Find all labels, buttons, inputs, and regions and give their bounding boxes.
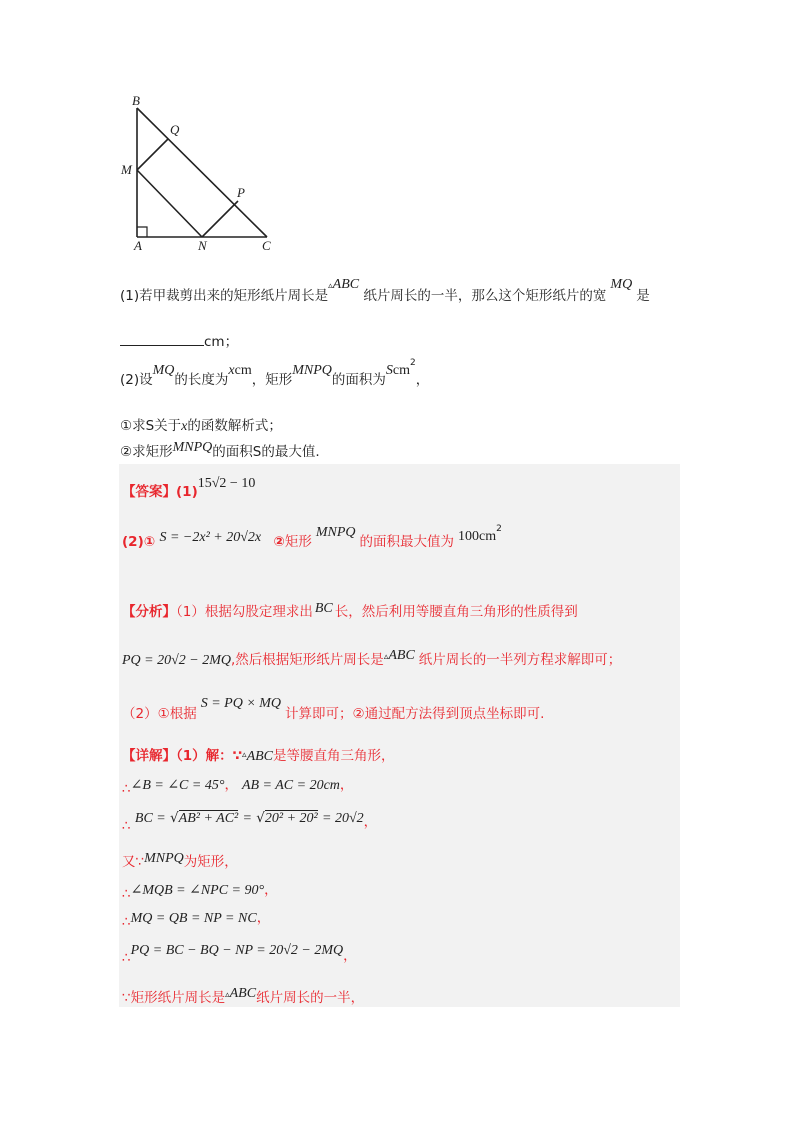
detail-line-2 [122,773,354,797]
detail-l8-tri: ABC [229,986,257,1001]
q2-S: S [385,363,393,378]
detail-l2-formula2: AB = AC = 20cm [241,778,340,793]
label-P: P [237,185,245,200]
sub1-a: ①求S关于 [120,418,182,434]
detail-l4-b: 为矩形， [183,854,238,870]
q2-cm2: cm [392,363,411,378]
analysis-line-1 [122,600,578,621]
analysis-line1-b: 长，然后利用等腰直角三角形的性质得到 [334,604,578,620]
sub2-b: 的面积S的最大值. [212,444,320,460]
detail-l2-formula: ∠B = ∠C = 45° [130,778,225,793]
q1-prefix: (1)若甲裁剪出来的矩形纸片周长是 [120,288,329,304]
q2-rect: MNPQ [292,363,332,378]
answer-1-value: 15√2 − 10 [197,476,256,491]
sub-question-1 [120,414,282,435]
detail-tag: 【详解】（1）解：∵ [122,748,243,764]
q1-suffix: 是 [636,288,650,304]
q1-var: MQ [610,277,633,292]
answer-2-formula: S = −2x² + 20√2x [159,530,262,545]
q2-end: ， [415,372,430,388]
detail-l3-eq: = [242,811,252,826]
detail-l5-a: ∴ [122,886,131,902]
q2-prefix: (2)设 [120,372,153,388]
analysis-tag: 【分析】 [122,604,176,620]
triangle-diagram [110,90,290,260]
analysis-line-3 [122,696,545,723]
sub2-rect: MNPQ [172,440,213,455]
analysis-line3-a: （2）①根据 [122,706,197,722]
detail-l1-b: 是等腰直角三角形， [273,748,395,764]
detail-l7-formula: PQ = BC − BQ − NP = 20√2 − 2MQ [130,943,344,958]
question-2 [120,357,430,389]
detail-line-7 [122,938,357,966]
q2-x: x [228,363,235,378]
analysis-line3-b: 计算即可；②通过配方法得到顶点坐标即可. [285,706,545,722]
detail-l6-end: ， [256,910,271,926]
detail-l5-end: ， [264,882,278,898]
q2-mid3: 的面积为 [331,372,386,388]
detail-l4-a: 又∵ [122,854,145,870]
label-N: N [198,238,207,253]
q1-unit: cm； [204,334,239,350]
answer-blank [120,333,204,346]
detail-line-6 [122,906,271,930]
detail-l7-a: ∴ [122,950,131,966]
answer-line-1 [122,476,256,501]
q1-mid: 纸片周长的一半，那么这个矩形纸片的宽 [363,288,607,304]
detail-l3-radicand1: AB² + AC² [178,811,239,826]
q2-cm: cm [234,363,252,378]
answer-2-sup: 2 [496,523,502,534]
analysis-line1-a: （1）根据勾股定理求出 [176,604,313,620]
analysis-line-2: PQ = 20√2 − 2MQ,然后根据矩形纸片周长是▵ABC 纸片周长的一半列方程求解即可； [122,648,622,668]
detail-line-3: ∴ BC = √AB² + AC² = √20² + 20² = 20√2， [122,810,378,834]
analysis-line2-b: 纸片周长的一半列方程求解即可； [418,652,622,668]
analysis-bc: BC [314,601,333,616]
q2-mid1: 的长度为 [174,372,229,388]
detail-l6-formula: MQ = QB = NP = NC [130,911,257,926]
sub1-b: 的函数解析式； [187,418,282,434]
label-B: B [132,93,140,108]
detail-line-4 [122,850,238,871]
analysis-tri: ABC [388,648,415,663]
label-C: C [262,238,271,253]
detail-l6-a: ∴ [122,914,131,930]
analysis-formula-pq: PQ = 20√2 − 2MQ [122,653,232,668]
answer-2-circ: ② [273,534,285,550]
q1-triangle: ABC [332,277,360,292]
sub2-a: ②求矩形 [120,444,173,460]
sub-question-2 [120,440,320,461]
detail-l2-end: ， [339,777,354,793]
label-Q: Q [170,122,180,137]
detail-line-8: ∵矩形纸片周长是▵ABC纸片周长的一半， [122,986,365,1006]
detail-tri: ABC [246,749,274,764]
q2-mid2: ，矩形 [251,372,293,388]
answer-2-tag: (2)① [122,534,156,550]
detail-line-1: 【详解】（1）解：∵▵ABC是等腰直角三角形， [122,748,395,764]
answer-tag: 【答案】(1) [122,484,198,500]
label-A: A [134,238,142,253]
question-1-blank-line [120,330,238,350]
detail-l8-b: 纸片周长的一半， [256,990,365,1006]
detail-l7-end: ， [343,948,357,964]
answer-2-mid: 的面积最大值为 [359,534,455,550]
q2-sup: 2 [410,357,416,368]
detail-l3-a: ∴ [122,818,131,834]
analysis-line2-a: ,然后根据矩形纸片周长是 [231,652,384,668]
detail-l2-a: ∴ [122,781,131,797]
detail-line-5 [122,878,278,902]
detail-l2-sep: ， [224,777,238,793]
question-1: (1)若甲裁剪出来的矩形纸片周长是▵ABC 纸片周长的一半，那么这个矩形纸片的宽MQ是 [120,277,650,304]
detail-l4-rect: MNPQ [144,851,184,866]
answer-line-2 [122,523,502,551]
q2-var: MQ [152,363,175,378]
analysis-formula-s: S = PQ × MQ [200,696,282,711]
detail-l3-bc: BC = [134,811,166,826]
detail-l5-formula: ∠MQB = ∠NPC = 90° [130,883,265,898]
detail-l3-result: = 20√2 [322,811,364,826]
answer-2-val: 100cm [458,529,497,544]
sub1-x: x [181,419,188,434]
answer-2-rect-pre: 矩形 [284,534,312,550]
detail-l3-radicand2: 20² + 20² [264,811,318,826]
answer-2-rect: MNPQ [315,525,356,540]
label-M: M [121,162,132,177]
detail-l8-a: ∵矩形纸片周长是 [122,990,226,1006]
detail-l3-end: ， [363,814,378,830]
